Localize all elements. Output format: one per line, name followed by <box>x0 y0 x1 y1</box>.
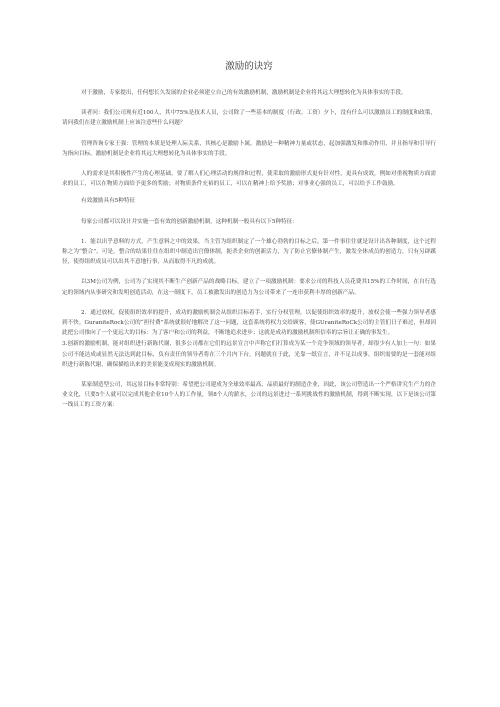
paragraph-reader-question: 读者问：我们公司现有近100人，其中75%是技术人员，公司除了一些基本的制度（行政、工资）夕卜，没有什么可以激励员工的制度和政策，请问我们在建立激励机制上应该注意些什么问题？ <box>62 110 436 127</box>
paragraph-features-intro: 每家公司都可以设计并实施一套有效的创新激励机制，这种机制一般具有以下5种特征： <box>81 218 298 225</box>
paragraph-feature-3: 3.创新的激励机制，能对组织进行新陈代谢，很多公司都在它们的远景宣言中声称它们打算成为某一个竞争领域的领导者，却很少有人加上一句：如果公司不能达成或显然无法达到此目标，负有责任的领导者将在三个月内下台，问题就在于此，光靠一纸宣言，并不足以成事，组织需要的是一套能对组织进行新陈代谢，确保描绘出来的美景能变成现实的激励机制。 <box>62 341 436 368</box>
paragraph-needs: 人的需求是其积极性产生的心理基础，要了解人们心理活动的规律和过程，使采取的激励形式更有针对性，更具有成效，例如对重视物质方面需求的员工，可以在物质方面给予更多的奖励；对物质条件充裕的员工，可以在精神上给予奖励；对事业心强的员工，可以给予工作鼓励。 <box>62 171 436 188</box>
paragraph-3m-example: 以3M公司为例，公司为了实现其不断生产创新产品的战略目标，建立了一项激励机制：要求公司的科技人员花费其15%的工作时间，在自行选定的领域内从事研究和发明创造活动，在这一制度下，员工被激发出的创造力为公司带来了一连串获利丰厚的创新产品。 <box>62 279 436 296</box>
paragraph-feature-1: 1．能以出乎意料的方式，产生意料之中的效果，当主管为组织制定了一个雄心勃勃的目标之后，第一件事往往就是设计出各种制度，这个过程称之为“整合”，可是，整合的结果往往在组织中制造出官僚体制，扼杀企业的创新活力，为了防止官僚体制产生，激发全体成员的创造力，只有另辟蹊径，使得组织成员可以出其不意地行事，从而取得不凡的成就。 <box>62 238 436 266</box>
paragraph-intro: 对于激励，专家提出，任何想长久发展的企业必须建立自己的有效激励机制，激励机制是企业将其远大理想转化为具体事实的手段。 <box>81 90 407 96</box>
paragraph-manufacturer-example: 某家制造型公司，其远景目标非常特别：希望把公司建成为全球效率最高、品质最好的制造企业，因此，该公司塑造出一个严格讲究生产力的企业文化，只要5个人就可以完成其他企业10个人的工作量，领8个人的薪水，公司的远景进过一系列挑战性的激励机制，得到不断实现，以下是该公司第一线员工的工资方案： <box>62 382 436 409</box>
section-heading-five-features: 有效激励具有5种特征 <box>81 198 136 205</box>
paragraph-feature-2: 2．通过放权，促使组织效率的提升，成功的激励机制会从组织目标着手，实行分权管理，以促使组织效率的提升，放权会使一些强力领导者感到不快。GuraniteRock公司的“担付费”系统就很好地解决了这一问题，这套系统将权力交给顾客，使GUraniteRoCk公司的主管们日子难过，但却因此把公司推向了一个更远大的目标：为了客户和公司的利益，不断地追求进步；这就是成功的激励机制所信奉的宗旨让正确的事发生。 <box>62 309 436 337</box>
paragraph-expert-answer: 管理咨询专家王强：管理的本质是处理人际关系，其核心是激励卜属，激励是一种精神力量或状态，起加强激发和推动作用，并且指导和引导行为指向目标。激励机制是企业将其远大理想转化为具体事实的手段。 <box>62 140 436 157</box>
document-title: 激励的诀窍 <box>225 61 273 72</box>
